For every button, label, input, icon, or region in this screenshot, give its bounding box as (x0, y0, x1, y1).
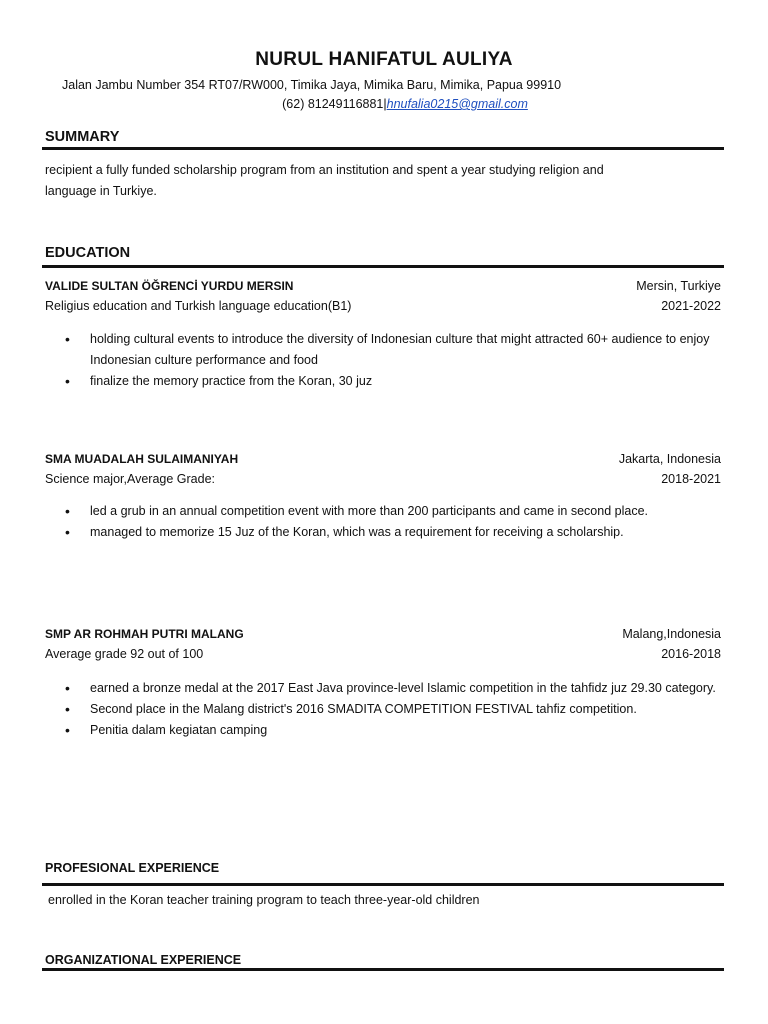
education-entry-details (45, 472, 721, 486)
year-range: 2021-2022 (661, 299, 721, 313)
phone-number: (62) 81249116881 (282, 97, 384, 111)
email-link[interactable]: hnufalia0215@gmail.com (386, 97, 528, 111)
school-name: SMP AR ROHMAH PUTRI MALANG (45, 627, 244, 641)
achievement-list (62, 501, 722, 543)
education-entry-details (45, 647, 721, 661)
list-item: • finalize the memory practice from the Koran, 30 juz (62, 371, 722, 392)
list-item: • managed to memorize 15 Juz of the Koran, which was a requirement for receiving a scholarship. (62, 522, 722, 543)
contact-separator: | (383, 97, 387, 111)
school-name: VALIDE SULTAN ÖĞRENCİ YURDU MERSIN (45, 279, 294, 293)
contact-line (0, 97, 768, 111)
summary-divider (42, 147, 724, 150)
summary-line: language in Turkiye. (45, 184, 157, 198)
summary-line: recipient a fully funded scholarship program from an institution and spent a year studying religion and (45, 163, 604, 177)
program-text: Science major,Average Grade: (45, 472, 216, 486)
school-name: SMA MUADALAH SULAIMANIYAH (45, 452, 239, 466)
address-line: Jalan Jambu Number 354 RT07/RW000, Timika Jaya, Mimika Baru, Mimika, Papua 99910 (62, 78, 562, 92)
summary-text (45, 160, 695, 202)
organizational-divider (42, 968, 724, 971)
year-range: 2016-2018 (661, 647, 721, 661)
organizational-heading: ORGANIZATIONAL EXPERIENCE (45, 953, 242, 967)
professional-heading: PROFESIONAL EXPERIENCE (45, 861, 220, 875)
list-item: • led a grub in an annual competition event with more than 200 participants and came in second place. (62, 501, 722, 522)
education-entry-header (45, 627, 721, 641)
summary-heading: SUMMARY (45, 129, 120, 145)
school-location: Mersin, Turkiye (636, 279, 721, 293)
list-item: • Second place in the Malang district's 2016 SMADITA COMPETITION FESTIVAL tahfiz competition. (62, 699, 722, 720)
program-text: Religius education and Turkish language education(B1) (45, 299, 352, 313)
achievement-list (62, 329, 722, 392)
year-range: 2018-2021 (661, 472, 721, 486)
list-item: • earned a bronze medal at the 2017 East Java province-level Islamic competition in the tahfidz juz 29.30 category. (62, 678, 722, 699)
professional-text: enrolled in the Koran teacher training program to teach three-year-old children (48, 893, 480, 907)
resume-name: NURUL HANIFATUL AULIYA (255, 49, 513, 70)
school-location: Jakarta, Indonesia (618, 452, 721, 466)
education-heading: EDUCATION (45, 245, 131, 261)
achievement-list (62, 678, 722, 741)
list-item: • Penitia dalam kegiatan camping (62, 720, 722, 741)
professional-divider (42, 883, 724, 886)
school-location: Malang,Indonesia (622, 627, 721, 641)
program-text: Average grade 92 out of 100 (45, 647, 204, 661)
list-item: • holding cultural events to introduce the diversity of Indonesian culture that might attracted 60+ audience to enjoy Indonesian culture performance and food (62, 329, 722, 371)
education-entry-header (45, 452, 721, 466)
education-entry-header (45, 279, 721, 293)
education-divider (42, 265, 724, 268)
education-entry-details (45, 299, 721, 313)
